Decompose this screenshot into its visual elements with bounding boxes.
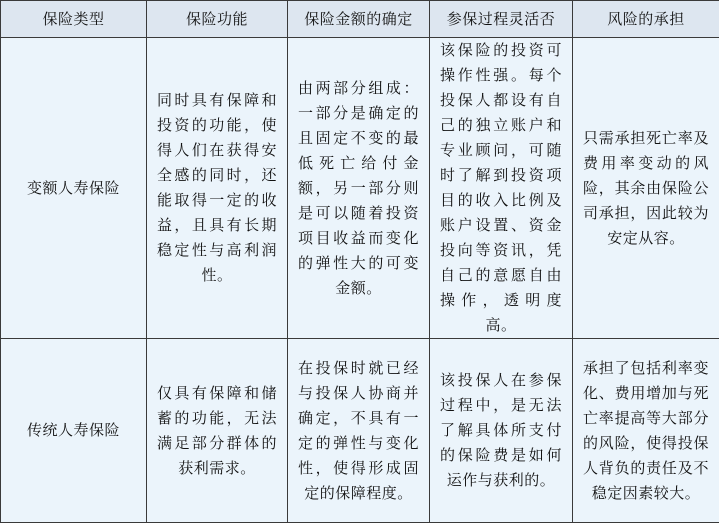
header-amount-determination: 保险金额的确定 (288, 1, 430, 38)
cell-function: 仅具有保障和储蓄的功能，无法满足部分群体的获利需求。 (147, 339, 288, 523)
header-insurance-type: 保险类型 (1, 1, 147, 38)
cell-function: 同时具有保障和投资的功能，使得人们在获得安全感的同时，还能取得一定的收益，且具有长期稳定性与高利润性。 (147, 38, 288, 339)
header-participation-flexibility: 参保过程灵活否 (430, 1, 573, 38)
cell-risk: 只需承担死亡率及费用率变动的风险，其余由保险公司承担，因此较为安定从容。 (573, 38, 719, 339)
table-row (1, 339, 719, 523)
table-header-row (1, 1, 719, 38)
row-type-variable-life: 变额人寿保险 (1, 38, 147, 339)
header-insurance-function: 保险功能 (147, 1, 288, 38)
row-type-traditional-life: 传统人寿保险 (1, 339, 147, 523)
cell-flexibility: 该保险的投资可操作性强。每个投保人都设有自己的独立账户和专业顾问，可随时了解到投资项目的收入比例及账户设置、资金投向等资讯，凭自己的意愿自由操作，透明度高。 (430, 38, 573, 339)
table-row (1, 38, 719, 339)
cell-amount: 在投保时就已经与投保人协商并确定，不具有一定的弹性与变化性，使得形成固定的保障程度。 (288, 339, 430, 523)
header-risk-bearing: 风险的承担 (573, 1, 719, 38)
cell-risk: 承担了包括利率变化、费用增加与死亡率提高等大部分的风险，使得投保人背负的责任及不稳定因素较大。 (573, 339, 719, 523)
cell-amount: 由两部分组成：一部分是确定的且固定不变的最低死亡给付金额，另一部分则是可以随着投资项目收益而变化的弹性大的可变金额。 (288, 38, 430, 339)
cell-flexibility: 该投保人在参保过程中，是无法了解具体所支付的保险费是如何运作与获利的。 (430, 339, 573, 523)
